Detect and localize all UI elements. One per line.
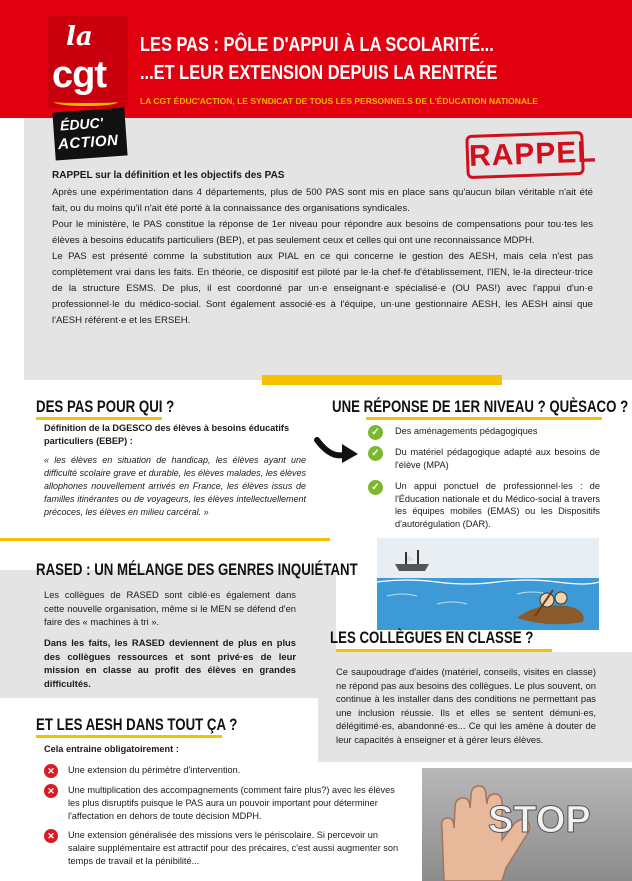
accent-underline xyxy=(366,417,602,420)
accent-bar xyxy=(262,375,502,385)
cross-icon: ✕ xyxy=(44,764,58,778)
aesh-lead: Cela entraine obligatoirement : xyxy=(44,744,179,754)
page-title-line2: ...ET LEUR EXTENSION DEPUIS LA RENTRÉE xyxy=(140,62,498,84)
rappel-text xyxy=(52,185,593,329)
curved-arrow-icon xyxy=(314,432,360,468)
rased-paragraph-bold: Dans les faits, les RASED deviennent de plus en plus des collègues ressources et sont privé·es de leur mission en classe au profit des élèves en grandes difficultés. xyxy=(44,637,296,689)
rased-paragraph: Les collègues de RASED sont ciblé·es également dans cette nouvelle organisation, même si le MEN se défend d'en faire des « machines à tri ». xyxy=(44,589,296,627)
rappel-title: RAPPEL sur la définition et les objectifs des PAS xyxy=(52,170,285,181)
logo-educ: ÉDUC' xyxy=(59,114,104,134)
list-item-text: Des aménagements pédagogiques xyxy=(395,426,538,436)
logo-swoosh xyxy=(54,98,118,106)
list-item-text: Un appui ponctuel de professionnel·les : de l'Éducation nationale et du Médico-social à travers les équipes mobiles (EMAS) ou les Dispositifs d'autorégulation (DAR). xyxy=(395,481,600,529)
heading-aesh: ET LES AESH DANS TOUT ÇA ? xyxy=(36,715,238,734)
list-item-text: Une extension du périmètre d'intervention. xyxy=(68,765,241,775)
ebep-definition: Définition de la DGESCO des élèves à besoins éducatifs particuliers (EBEP) : xyxy=(44,423,290,446)
cross-icon: ✕ xyxy=(44,829,58,843)
logo-action: ACTION xyxy=(57,131,120,154)
accent-underline xyxy=(36,735,222,738)
page-title-line1: LES PAS : PÔLE D'APPUI À LA SCOLARITÉ... xyxy=(140,34,494,56)
ebep-quote: « les élèves en situation de handicap, les élèves ayant une difficulté scolaire grave et durable, les élèves malades, les élèves allophones nouvellement arrivés en France, les élèves issus de familles itinérantes ou de voyageurs, les élèves intellectuellement précoces, les élèves en milieu carcéral. » xyxy=(44,455,306,517)
heading-rased: RASED : UN MÉLANGE DES GENRES INQUIÉTANT xyxy=(36,560,358,579)
accent-underline xyxy=(36,417,162,420)
rappel-paragraph: Après une expérimentation dans 4 départements, plus de 500 PAS sont mis en place sans qu'aucun bilan véritable n'ait été fait, ou du moins qu'il n'ait été porté à la connaissance des organisations syndicales. xyxy=(52,187,593,214)
logo-la: la xyxy=(66,22,93,52)
list-item-text: Du matériel pédagogique adapté aux besoins de l'élève (MPA) xyxy=(395,447,600,470)
cgt-educaction-logo xyxy=(48,16,128,164)
rappel-paragraph: Pour le ministère, le PAS constitue la réponse de 1er niveau pour répondre aux besoins de compensations pour tou·tes les élèves à besoins éducatifs particuliers (BEP), et pas seulement ceux et celles qui ont une reconnaissance MDPH. xyxy=(52,219,593,246)
list-item-text: Une multiplication des accompagnements (comment faire plus?) avec les élèves les plus disruptifs puisque le PAS aura un pouvoir important pour déterminer l'affectation en dehors de toute décision MDPH. xyxy=(68,785,395,821)
list-item-text: Une extension généralisée des missions vers le périscolaire. Si percevoir un salaire supplémentaire est attractif pour des précaires, c'est aussi augmenter son temps de travail et la pénibilité... xyxy=(68,830,399,866)
checkmark-icon: ✓ xyxy=(368,480,383,495)
checkmark-icon: ✓ xyxy=(368,446,383,461)
accent-underline xyxy=(0,538,330,541)
cartoon-illustration xyxy=(377,538,599,630)
cross-icon: ✕ xyxy=(44,784,58,798)
stop-hand-image xyxy=(422,768,632,881)
stop-label: STOP xyxy=(488,799,591,841)
page-subtitle: LA CGT ÉDUC'ACTION, LE SYNDICAT DE TOUS LES PERSONNELS DE L'ÉDUCATION NATIONALE xyxy=(140,96,538,106)
heading-reponse-1er-niveau: UNE RÉPONSE DE 1ER NIVEAU ? QUÈSACO ? xyxy=(332,397,629,416)
heading-collegues: LES COLLÈGUES EN CLASSE ? xyxy=(330,628,534,647)
logo-cgt: cgt xyxy=(52,54,106,96)
rappel-stamp: RAPPEL xyxy=(465,131,584,179)
heading-pas-pour-qui: DES PAS POUR QUI ? xyxy=(36,397,175,416)
collegues-paragraph: Ce saupoudrage d'aides (matériel, conseils, visites en classe) ne répond pas aux besoins des collègues. Le plus souvent, on continue à les installer dans des conditions ne permettant pas une inclusion réussie. Ils et elles se sentent démuni·es, délégitimé·es, abandonné·es... Ce qui les amène à douter de leur capacités à enseigner et à gérer leurs élèves. xyxy=(336,666,596,745)
rappel-paragraph: Le PAS est présenté comme la substitution aux PIAL en ce qui concerne le gestion des AESH, mais cela n'est pas complètement vrai dans les faits. En théorie, ce dispositif est piloté par le·la chef·fe d'établissement, l'IEN, le·la directeur·trice de la structure ESMS. De plus, il est coordonné par un·e enseignant·e spécialisé·e (OU PAS!) avec l'appui d'un·e professionnel·le du médico-social. Sont également associé·es à l'équipe, un·une gestionnaire AESH, les AESH ainsi que l'AESH référent·e et les ERSEH. xyxy=(52,251,593,326)
checkmark-icon: ✓ xyxy=(368,425,383,440)
stop-hand-icon xyxy=(422,768,632,881)
